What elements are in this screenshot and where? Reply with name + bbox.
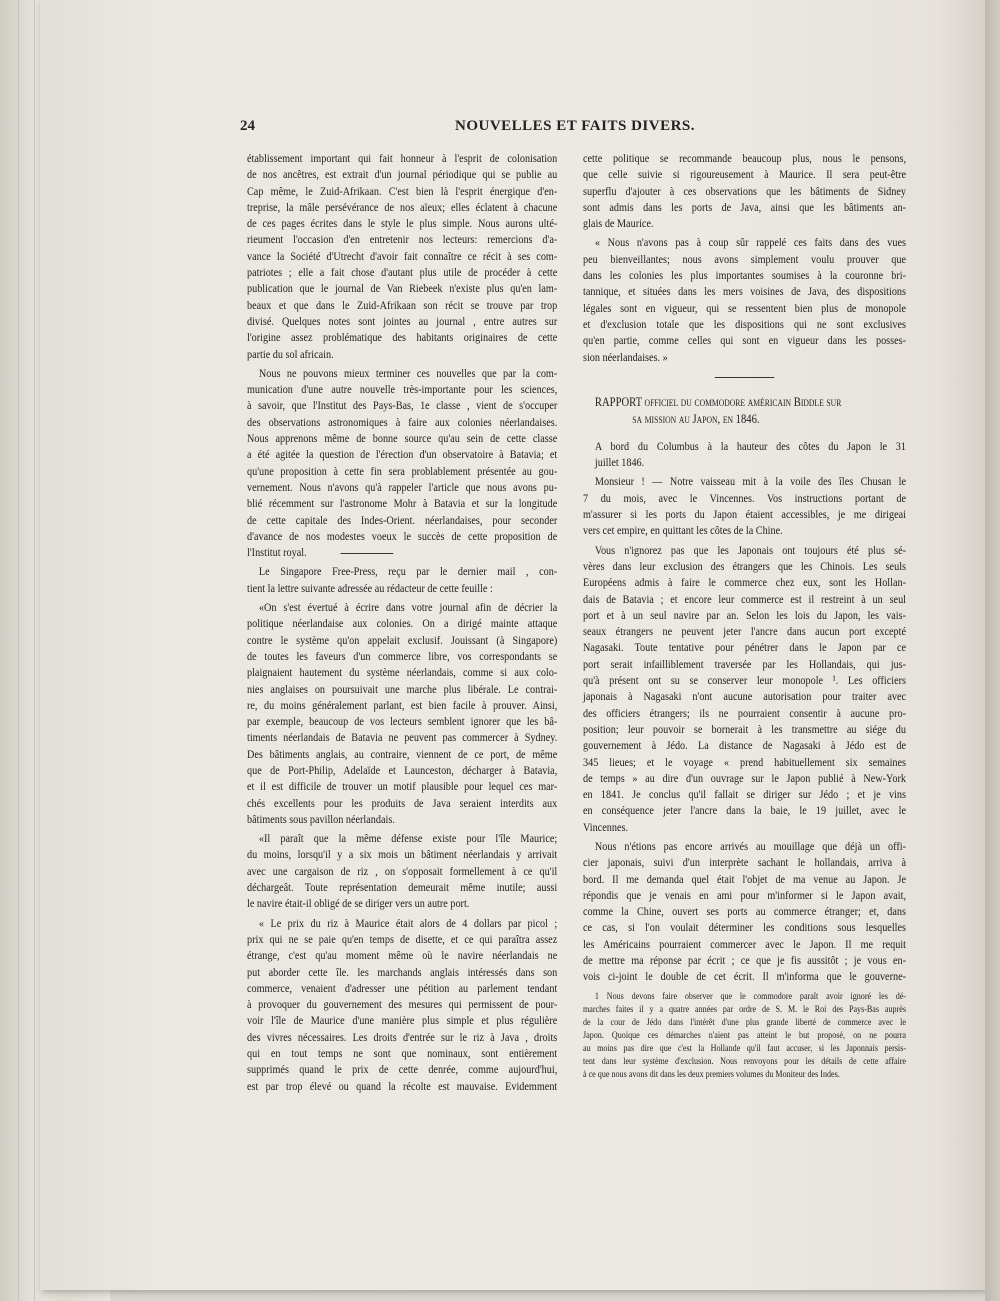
line-text: 1 Nous devons faire observer que le commodore paraît avoir ignoré les dé- xyxy=(594,991,906,1002)
line-text: qui en tout temps ne sont que nominaux, sont entièrement xyxy=(247,1046,558,1061)
text-line xyxy=(583,234,906,250)
line-text: Vous n'ignorez pas que les Japonais ont toujours été plus sé- xyxy=(594,542,906,557)
line-text: de toutes les faveurs d'un commerce libre, vos correspondants se xyxy=(247,648,558,663)
text-line xyxy=(247,846,557,862)
line-text: Nous ne pouvons mieux terminer ces nouvelles que par la com- xyxy=(258,365,558,380)
text-line xyxy=(247,681,557,697)
line-text: Nous n'étions pas encore arrivés au mouillage que déjà un offi- xyxy=(594,838,906,853)
line-text: «On s'est évertué à écrire dans votre journal afin de décrier la xyxy=(258,600,558,615)
line-text: répondis que je venais en ami pour m'informer si le Japon avait, xyxy=(583,887,906,902)
line-text: cette politique se recommande beaucoup plus, nous le pensons, xyxy=(583,151,906,165)
text-line xyxy=(247,879,557,895)
line-text: put aborder cette île. les marchands anglais intéressés dans son xyxy=(247,964,558,979)
paragraph xyxy=(247,915,557,1094)
text-line xyxy=(583,166,906,182)
line-text: et d'exclusion totale que les dispositions qui ne sont exclusives xyxy=(583,316,906,331)
line-text: vernement. Nous n'avons qu'à rappeler l'article que nous avons pu- xyxy=(247,479,558,494)
line-text: de la cour de Jédo dans l'intérêt d'une plus grande liberté de commerce avec le xyxy=(583,1017,906,1028)
line-text: avec une cargaison de riz , on s'opposait formellement à ce qu'il xyxy=(247,863,558,878)
text-line xyxy=(583,150,906,166)
line-text: l'origine assez problématique des habitants originaires de cette xyxy=(247,330,558,345)
text-line xyxy=(247,280,557,296)
line-text: vères dans leur exclusion des étrangers que les Chinois. Les seuls xyxy=(583,558,906,573)
line-text: munication d'une autre nouvelle très-importante pour les sciences, xyxy=(247,382,558,397)
text-line xyxy=(583,332,906,348)
text-line xyxy=(247,795,557,811)
text-line xyxy=(583,623,906,639)
line-text: rieument l'occasion d'en entretenir nos lecteurs: remercions d'a- xyxy=(247,232,558,247)
text-line xyxy=(247,479,557,495)
line-text: port serait infailliblement traversée par les Hollandais, qui jus- xyxy=(583,656,906,671)
line-text: juillet 1846. xyxy=(594,455,645,470)
line-text: dais de Batavia ; et encore leur commerce est il restreint à un seul xyxy=(583,591,906,606)
text-line xyxy=(247,313,557,329)
line-text: est par trop élevé ou quand la récolte est mauvaise. Evidemment xyxy=(247,1078,558,1093)
text-line xyxy=(583,199,906,215)
text-line xyxy=(583,656,906,672)
heading-line: sa mission au Japon, en 1846. xyxy=(632,411,760,426)
line-text: nies anglaises on poursuivait une marche plus libérale. Le contrai- xyxy=(247,681,558,696)
line-text: plaignaient hautement du système néerlandais, comme si aux colo- xyxy=(247,665,558,680)
text-line xyxy=(583,316,906,332)
line-text: sion néerlandaises. » xyxy=(583,349,668,364)
paragraph xyxy=(247,365,557,561)
text-line xyxy=(583,721,906,737)
line-text: Cap même, le Zuid-Afrikaan. C'est bien là l'esprit énergique d'en- xyxy=(247,183,558,198)
text-line xyxy=(583,522,906,538)
text-line xyxy=(583,968,906,984)
right-column xyxy=(583,150,906,1085)
line-text: qu'à présent ont su se conserver leur monopole ¹. Les officiers xyxy=(583,673,906,688)
text-line xyxy=(247,397,557,413)
line-text: en 1841. Je conclus qu'il fallait se diriger sur Jédo ; et je vins xyxy=(583,787,906,802)
line-text: étrange, c'est qu'au moment même où le navire néerlandais ne xyxy=(247,948,558,963)
text-line xyxy=(247,414,557,430)
text-line xyxy=(583,838,906,854)
line-text: bâtiments sous pavillon néerlandais. xyxy=(247,811,395,826)
line-text: Européens admis à faire le commerce chez eux, sont les Hollan- xyxy=(583,575,906,590)
text-line xyxy=(583,952,906,968)
text-line xyxy=(247,1045,557,1061)
text-line xyxy=(247,563,557,579)
line-text: de temps » au dire d'un ouvrage sur le Japon publié à New-York xyxy=(583,770,906,785)
text-line xyxy=(247,632,557,648)
text-line xyxy=(583,574,906,590)
line-text: beaux et que dans le Zuid-Afrikaan son récit se trouve par trop xyxy=(247,297,558,312)
line-text: prix qui ne se paie qu'en temps de disette, et ce qui paraîtra assez xyxy=(247,931,558,946)
text-line xyxy=(583,903,906,919)
text-line xyxy=(583,1017,906,1030)
text-line xyxy=(583,887,906,903)
text-line xyxy=(247,1029,557,1045)
text-line xyxy=(247,215,557,231)
text-line xyxy=(247,615,557,631)
line-text: Nous apprenons même de bonne source qu'au sein de cette classe xyxy=(247,431,558,446)
text-line xyxy=(247,762,557,778)
page-number: 24 xyxy=(240,118,255,134)
text-line xyxy=(247,648,557,664)
text-line xyxy=(247,365,557,381)
line-text: comme la Chine, ouvert ses ports au commerce étranger; et, dans xyxy=(583,904,906,919)
text-line xyxy=(247,430,557,446)
line-text: des officiers étrangers; ils ne pourraient consentir à aucune pro- xyxy=(583,705,906,720)
line-text: peu bienveillantes; nous avons simplement voulu prouver que xyxy=(583,251,906,266)
text-line xyxy=(583,183,906,199)
line-text: blié récemment sur l'astronome Mohr à Batavia et sur la longitude xyxy=(247,496,558,511)
page-edge xyxy=(34,0,35,1301)
text-line xyxy=(247,264,557,280)
line-text: seaux étrangers ne peuvent jeter l'ancre dans aucun port excepté xyxy=(583,624,906,639)
text-line xyxy=(583,737,906,753)
line-text: position; leur pouvoir se bornerait à les transmettre au siége du xyxy=(583,721,906,736)
text-line xyxy=(247,996,557,1012)
text-line xyxy=(583,1030,906,1043)
text-line xyxy=(247,329,557,345)
text-line xyxy=(247,166,557,182)
text-line xyxy=(247,150,557,166)
text-line xyxy=(247,199,557,215)
line-text: des vivres nécessaires. Les droits d'entrée sur le riz à Java , droits xyxy=(247,1029,558,1044)
text-line xyxy=(247,346,557,362)
text-line xyxy=(247,947,557,963)
paragraph xyxy=(583,838,906,985)
paragraph xyxy=(247,563,557,596)
line-text: supprimés quand le prix de cette denrée, comme aujourd'hui, xyxy=(247,1062,558,1077)
line-text: commerce, venaient d'adresser une pétition au parlement tendant xyxy=(247,980,558,995)
text-line xyxy=(247,964,557,980)
line-text: tannique, et situées dans les mers voisines de Java, des dispositions xyxy=(583,284,906,299)
text-line xyxy=(583,919,906,935)
line-text: à provoquer du gouvernement des mesures qui permissent de pour- xyxy=(247,997,558,1012)
text-line xyxy=(583,672,906,688)
line-text: de cette capitale des Indes-Orient. néerlandaises, pour seconder xyxy=(247,512,558,527)
line-text: tent dans leur système d'exclusion. Nous renvoyons pour les détails de cette affaire xyxy=(583,1056,906,1067)
line-text: dans les colonies les plus importantes soumises à la couronne bri- xyxy=(583,268,906,283)
text-line xyxy=(247,599,557,615)
text-line xyxy=(583,1056,906,1069)
line-text: sont admis dans les ports de Java, ainsi que les bâtiments an- xyxy=(583,199,906,214)
text-line xyxy=(583,705,906,721)
line-text: treprise, la mâle persévérance de nos aïeux; elles éclatent à chacune xyxy=(247,199,558,214)
text-line xyxy=(583,754,906,770)
line-text: Japon. Quoique ces démarches n'aient pas atteint le but proposé, on ne pourra xyxy=(583,1030,906,1041)
line-text: de ces pages écrites dans le style le plus simple. Nous aurons ulté- xyxy=(247,216,558,231)
section-divider xyxy=(715,377,775,378)
line-text: au moins pas dire que c'est la Hollande qu'il faut accuser, si les Japonnais persis- xyxy=(583,1043,906,1054)
text-line xyxy=(247,697,557,713)
article-heading xyxy=(583,394,906,428)
line-text: du moins, lorsqu'il y a six mois un bâtiment néerlandais y arrivait xyxy=(247,847,558,862)
text-line xyxy=(247,980,557,996)
text-line xyxy=(247,863,557,879)
text-line xyxy=(583,300,906,316)
text-line xyxy=(247,231,557,247)
line-text: timents néerlandais de Batavia ne peuvent pas commercer à Sydney. xyxy=(247,730,558,745)
line-text: cier japonais, suivi d'un interprète sachant le hollandais, arriva à xyxy=(583,855,906,870)
line-text: Le Singapore Free-Press, reçu par le dernier mail , con- xyxy=(258,564,558,579)
text-line xyxy=(583,607,906,623)
text-line xyxy=(247,495,557,511)
line-text: Vincennes. xyxy=(583,819,628,834)
text-line xyxy=(583,349,906,365)
text-line xyxy=(583,490,906,506)
dateline xyxy=(583,438,906,471)
text-line xyxy=(583,215,906,231)
text-line xyxy=(583,639,906,655)
text-line xyxy=(247,664,557,680)
text-line xyxy=(583,854,906,870)
line-text: que celle suivie si rigoureusement à Maurice. Il sera peut-être xyxy=(583,167,906,182)
line-text: glais de Maurice. xyxy=(583,216,654,231)
paragraph xyxy=(247,599,557,827)
text-line xyxy=(247,381,557,397)
line-text: gouvernement à Jédo. La distance de Nagasaki à Jédo est de xyxy=(583,738,906,753)
line-text: port et à un seul navire par an. Selon les lois du Japon, les vais- xyxy=(583,607,906,622)
text-line xyxy=(247,895,557,911)
text-line xyxy=(583,991,906,1004)
text-line xyxy=(247,512,557,528)
paragraph xyxy=(583,542,906,835)
running-title: NOUVELLES ET FAITS DIVERS. xyxy=(454,118,695,134)
line-text: que de Port-Philip, Adelaïde et Launceston, décharger à Batavia, xyxy=(247,762,558,777)
text-line xyxy=(247,931,557,947)
text-line xyxy=(583,871,906,887)
text-line xyxy=(583,438,906,454)
paragraph xyxy=(583,150,906,231)
text-line xyxy=(247,1012,557,1028)
text-line xyxy=(583,283,906,299)
page-edge xyxy=(18,0,19,1301)
line-text: légales sont en vigueur, qui se ressentent bien plus de monopole xyxy=(583,300,906,315)
text-line xyxy=(583,558,906,574)
line-text: « Le prix du riz à Maurice était alors de 4 dollars par picol ; xyxy=(258,915,558,930)
text-line xyxy=(247,183,557,199)
line-text: le navire était-il obligé de se diriger vers un autre port. xyxy=(247,896,470,911)
line-text: a été agitée la question de l'érection d'un observatoire à Batavia; et xyxy=(247,447,558,462)
line-text: partie du sol africain. xyxy=(247,346,334,361)
text-line xyxy=(583,1004,906,1017)
left-column xyxy=(247,150,557,1097)
text-line xyxy=(247,729,557,745)
line-text: ce cas, si l'on voulait déterminer les conditions sous lesquelles xyxy=(583,920,906,935)
text-line xyxy=(583,1043,906,1056)
line-text: japonais à Nagasaki n'ont aucune autorisation pour traiter avec xyxy=(583,689,906,704)
text-line xyxy=(583,506,906,522)
line-text: 345 lieues; et le voyage « prend habituellement six semaines xyxy=(583,754,906,769)
heading-line: RAPPORT officiel du commodore américain Biddle sur xyxy=(594,394,842,409)
text-line xyxy=(247,1078,557,1094)
line-text: marches faites il y a quatre années par ordre de S. M. le Roi des Pays-Bas auprès xyxy=(583,1004,906,1015)
text-line xyxy=(247,811,557,827)
line-text: vers cet empire, en quittant les côtes de la Chine. xyxy=(583,523,783,538)
text-line xyxy=(247,1061,557,1077)
paragraph xyxy=(583,234,906,364)
line-text: l'Institut royal. xyxy=(247,545,307,560)
text-line xyxy=(583,786,906,802)
paragraph xyxy=(247,150,557,362)
text-line xyxy=(583,591,906,607)
text-line xyxy=(583,770,906,786)
line-text: « Nous n'avons pas à coup sûr rappelé ces faits dans des vues xyxy=(594,235,906,250)
line-text: établissement important qui fait honneur à l'esprit de colonisation xyxy=(247,151,558,165)
text-line xyxy=(247,778,557,794)
text-line xyxy=(247,446,557,462)
paragraph xyxy=(583,473,906,538)
text-line xyxy=(583,542,906,558)
line-text: m'assurer si les ports du Japon étaient accessibles, je me dirigeai xyxy=(583,507,906,522)
text-line xyxy=(583,936,906,952)
line-text: politique néerlandaise aux colonies. On a dirigé mainte attaque xyxy=(247,616,558,631)
text-line xyxy=(247,528,557,544)
page-right-shadow xyxy=(985,0,1000,1301)
line-text: des observations astronomiques à faire aux colonies néerlandaises. xyxy=(247,414,558,429)
text-line xyxy=(583,1069,906,1082)
text-line xyxy=(583,802,906,818)
line-text: de mettre ma réponse par écrit ; ce que je fis aussitôt ; je vous en- xyxy=(583,953,906,968)
text-line xyxy=(583,688,906,704)
text-line xyxy=(247,463,557,479)
text-line xyxy=(247,746,557,762)
text-line xyxy=(583,819,906,835)
line-text: contre le système qu'on appelait exclusif. Jouissant (à Singapore) xyxy=(247,632,558,647)
footnote xyxy=(583,991,906,1082)
line-text: 7 du mois, avec le Vincennes. Vos instructions portant de xyxy=(583,490,906,505)
line-text: patriotes ; elle a fait chose d'autant plus utile de procéder à cette xyxy=(247,265,558,280)
line-text: à ce que nous avons dit dans les deux premiers volumes du Moniteur des Indes. xyxy=(583,1069,840,1080)
section-divider xyxy=(341,553,394,554)
line-text: déchargeât. Toute représentation demeurait même inutile; aussi xyxy=(247,880,558,895)
text-line xyxy=(247,297,557,313)
line-text: tient la lettre suivante adressée au rédacteur de cette feuille : xyxy=(247,580,493,595)
line-text: voir l'île de Maurice d'une manière plus simple et plus régulière xyxy=(247,1013,558,1028)
line-text: publication que le journal de Van Riebeek n'existe plus qu'en lam- xyxy=(247,281,558,296)
line-text: par exemple, beaucoup de vos lecteurs semblent ignorer que les bâ- xyxy=(247,714,558,729)
text-line xyxy=(247,915,557,931)
text-line xyxy=(583,454,906,470)
paragraph xyxy=(247,830,557,911)
line-text: de nos ancêtres, est extrait d'un journal périodique qui se publie au xyxy=(247,167,558,182)
text-line xyxy=(583,473,906,489)
line-text: à savoir, que l'Institut des Pays-Bas, 1e classe , vient de s'occuper xyxy=(247,398,558,413)
text-line xyxy=(583,251,906,267)
text-line xyxy=(247,544,557,560)
line-text: bord. Il me demanda quel était l'objet de ma venue au Japon. Je xyxy=(583,871,906,886)
line-text: vois ci-joint le double de cet écrit. Il m'informa que le gouverne- xyxy=(583,969,906,984)
text-line xyxy=(247,248,557,264)
line-text: divisé. Quelques notes sont jointes au journal , entre autres sur xyxy=(247,313,558,328)
line-text: vance la Société d'Utrecht d'avoir fait connaître ce récit à ses com- xyxy=(247,248,558,263)
line-text: les Américains pourraient commercer avec le Japon. Il me requit xyxy=(583,936,906,951)
line-text: re, du moins généralement parlant, est bien facile à prouver. Ainsi, xyxy=(247,697,558,712)
line-text: Nagasaki. Toute tentative pour pénétrer dans le Japon par ce xyxy=(583,640,906,655)
line-text: Monsieur ! — Notre vaisseau mit à la voile des îles Chusan le xyxy=(594,474,906,489)
text-line xyxy=(247,580,557,596)
line-text: Des bâtiments anglais, au contraire, viennent de ce port, de même xyxy=(247,746,558,761)
line-text: en conséquence jeter l'ancre dans la baie, le 19 juillet, avec le xyxy=(583,803,906,818)
line-text: «Il paraît que la même défense existe pour l'île Maurice; xyxy=(258,831,558,846)
text-line xyxy=(247,830,557,846)
line-text: d'avance de nos modestes voeux le succès de cette proposition de xyxy=(247,528,558,543)
text-line xyxy=(247,713,557,729)
line-text: qu'en partie, comme celles qui sont en vigueur dans les posses- xyxy=(583,333,906,348)
line-text: A bord du Columbus à la hauteur des côtes du Japon le 31 xyxy=(594,438,906,453)
text-line xyxy=(583,267,906,283)
line-text: qu'une proposition à cette fin sera problablement présentée au gou- xyxy=(247,463,558,478)
line-text: et il est difficile de trouver un motif plausible pour lequel ces mar- xyxy=(247,779,558,794)
line-text: chés excellents pour les produits de Java seraient interdits aux xyxy=(247,795,558,810)
line-text: superflu d'ajouter à ces observations que les bâtiments de Sidney xyxy=(583,183,906,198)
